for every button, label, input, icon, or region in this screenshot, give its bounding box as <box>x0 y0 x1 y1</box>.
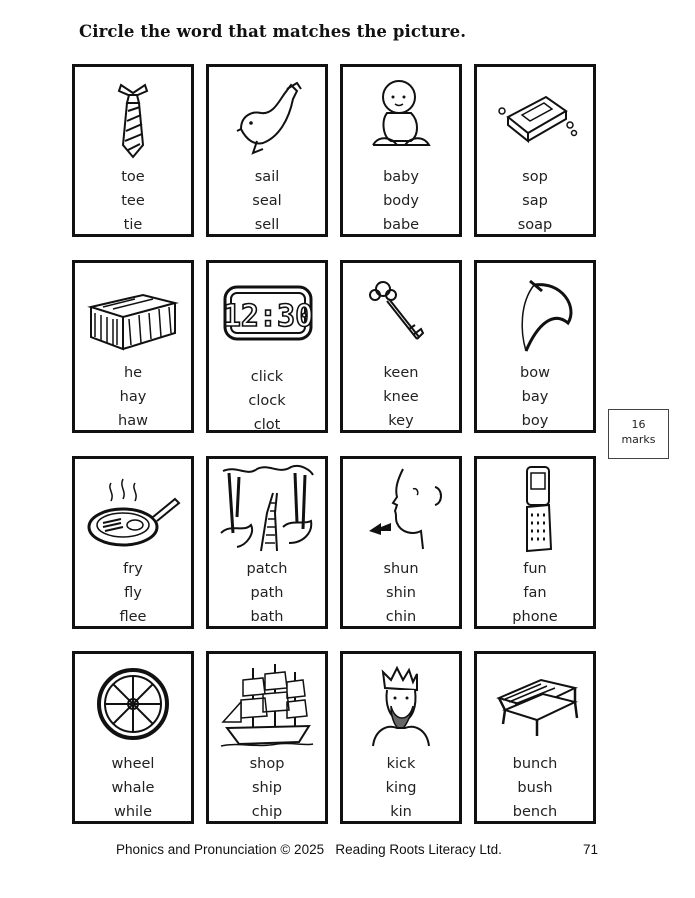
word-option[interactable]: flee <box>119 609 147 625</box>
word-option[interactable]: knee <box>383 389 419 405</box>
word-option[interactable]: haw <box>118 413 148 429</box>
word-option[interactable]: boy <box>521 413 549 429</box>
card-wheel <box>72 651 194 824</box>
word-option[interactable]: clot <box>253 417 281 433</box>
card-ship <box>206 651 328 824</box>
word-option[interactable]: kin <box>390 804 412 820</box>
marks-label: marks <box>621 433 656 446</box>
frying-pan-icon <box>83 463 183 553</box>
card-clock <box>206 260 328 433</box>
card-chin <box>340 456 462 629</box>
card-tie <box>72 64 194 237</box>
word-option[interactable]: bush <box>517 780 553 796</box>
card-path <box>206 456 328 629</box>
word-option[interactable]: soap <box>517 217 553 233</box>
word-option[interactable]: clock <box>248 393 286 409</box>
marks-value: 16 <box>631 418 646 431</box>
bow-icon <box>490 267 580 357</box>
word-option[interactable]: while <box>113 804 153 820</box>
word-option[interactable]: body <box>383 193 419 209</box>
word-option[interactable]: shun <box>383 561 419 577</box>
word-option[interactable]: king <box>385 780 417 796</box>
digital-clock-icon <box>217 267 317 357</box>
word-option[interactable]: fry <box>123 561 143 577</box>
word-option[interactable]: shin <box>386 585 416 601</box>
word-option[interactable]: sop <box>522 169 548 185</box>
word-option[interactable]: he <box>123 365 143 381</box>
phone-icon <box>505 463 565 555</box>
king-icon <box>361 658 441 748</box>
card-hay <box>72 260 194 433</box>
card-key <box>340 260 462 433</box>
word-option[interactable]: chin <box>385 609 417 625</box>
card-king <box>340 651 462 824</box>
worksheet-instruction: Circle the word that matches the picture. <box>79 22 467 41</box>
card-seal <box>206 64 328 237</box>
word-option[interactable]: chip <box>251 804 283 820</box>
word-option[interactable]: fly <box>124 585 142 601</box>
word-option[interactable]: sail <box>254 169 280 185</box>
card-phone <box>474 456 596 629</box>
word-option[interactable]: tie <box>123 217 143 233</box>
word-option[interactable]: tee <box>121 193 145 209</box>
marks-box <box>608 409 669 459</box>
card-baby <box>340 64 462 237</box>
word-option[interactable]: bath <box>250 609 284 625</box>
seal-icon <box>227 71 307 161</box>
word-option[interactable]: wheel <box>111 756 155 772</box>
word-option[interactable]: ship <box>252 780 282 796</box>
baby-icon <box>361 71 441 161</box>
bench-icon <box>485 658 585 748</box>
word-option[interactable]: hay <box>119 389 147 405</box>
card-bench <box>474 651 596 824</box>
page-number: 71 <box>583 842 599 857</box>
word-option[interactable]: bunch <box>512 756 558 772</box>
word-option[interactable]: keen <box>383 365 419 381</box>
word-option[interactable]: bench <box>512 804 558 820</box>
card-soap <box>474 64 596 237</box>
tie-icon <box>103 71 163 161</box>
word-option[interactable]: toe <box>121 169 145 185</box>
word-option[interactable]: shop <box>249 756 285 772</box>
card-fry <box>72 456 194 629</box>
soap-icon <box>490 71 580 161</box>
word-option[interactable]: fan <box>523 585 547 601</box>
word-option[interactable]: bay <box>521 389 549 405</box>
path-icon <box>217 463 317 555</box>
word-option[interactable]: whale <box>111 780 155 796</box>
card-bow <box>474 260 596 433</box>
word-option[interactable]: key <box>388 413 414 429</box>
word-option[interactable]: fun <box>523 561 547 577</box>
footer-text: Phonics and Pronunciation © 2025 Reading Roots Literacy Ltd. <box>116 842 502 857</box>
ship-icon <box>217 658 317 750</box>
word-option[interactable]: phone <box>512 609 558 625</box>
wheel-icon <box>88 658 178 748</box>
word-option[interactable]: path <box>250 585 284 601</box>
word-option[interactable]: seal <box>252 193 282 209</box>
word-option[interactable]: bow <box>520 365 550 381</box>
word-option[interactable]: sell <box>254 217 280 233</box>
hay-bale-icon <box>83 267 183 357</box>
word-option[interactable]: click <box>250 369 284 385</box>
chin-icon <box>351 463 451 553</box>
word-option[interactable]: patch <box>246 561 288 577</box>
key-icon <box>361 267 441 357</box>
word-option[interactable]: babe <box>382 217 420 233</box>
word-option[interactable]: sap <box>522 193 548 209</box>
word-option[interactable]: kick <box>386 756 416 772</box>
clock-display: 12:30 <box>222 299 314 334</box>
word-option[interactable]: baby <box>383 169 419 185</box>
